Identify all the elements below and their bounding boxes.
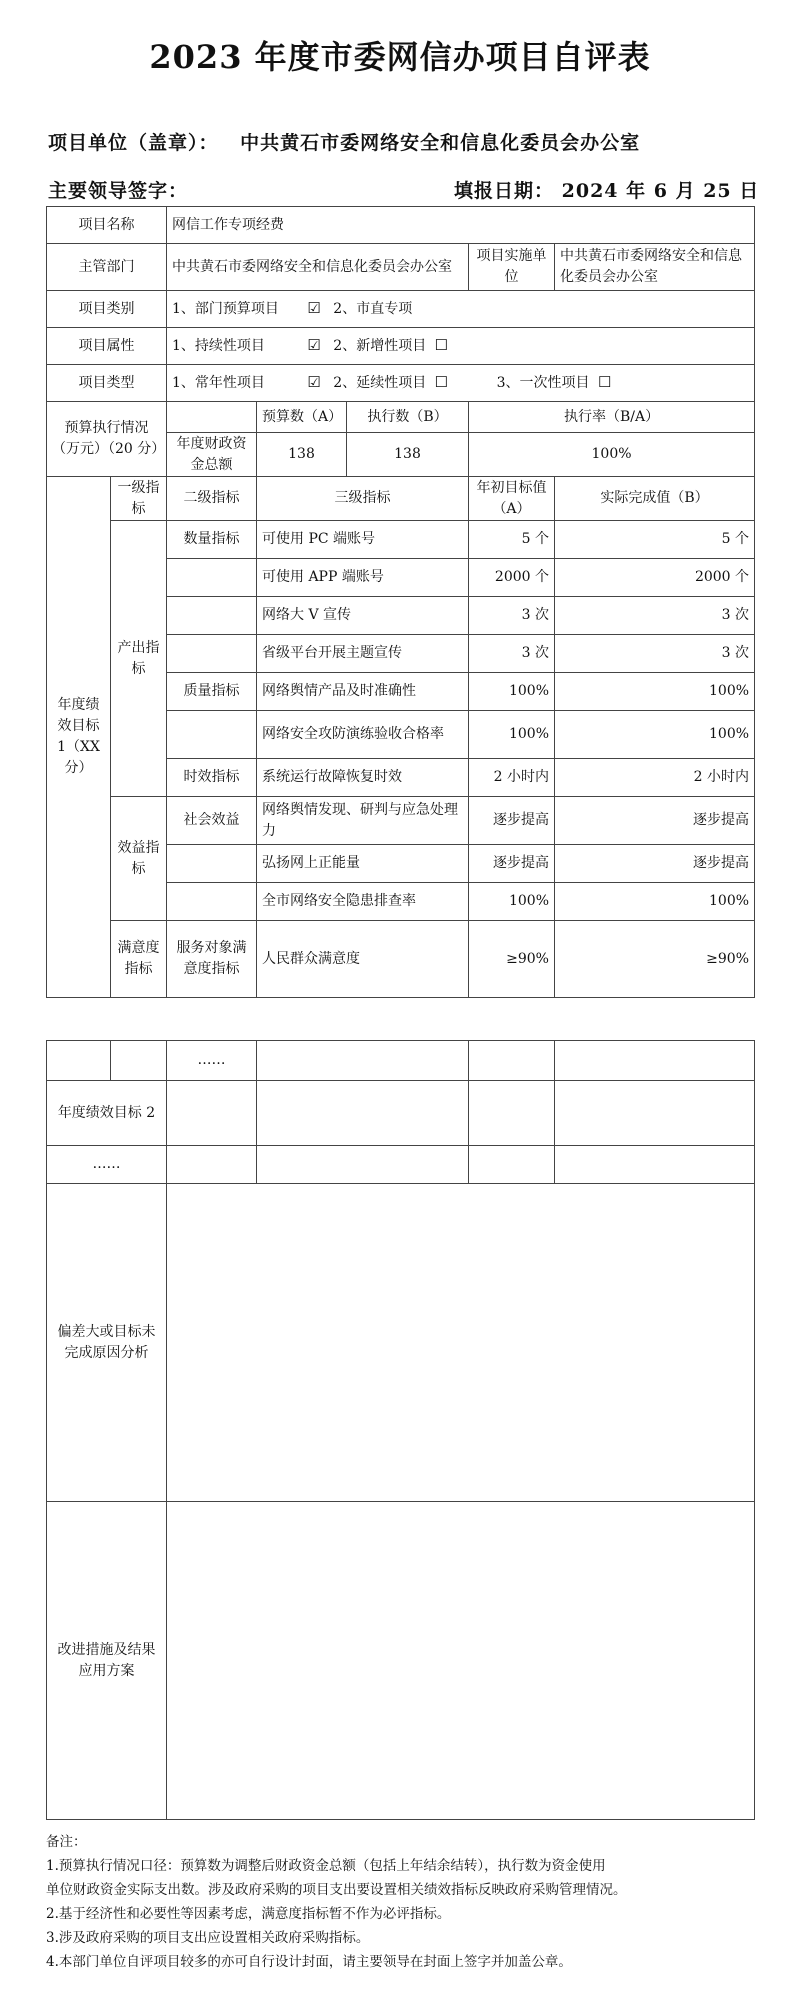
goals1-label: 年度绩效目标 1（XX 分） [47,477,111,998]
level3-cell: 人民群众满意度 [257,921,469,998]
target-cell: 100% [469,673,555,711]
checkbox-checked-icon[interactable]: ☑ [307,299,321,317]
project-unit-line [48,128,640,155]
actual-cell: 5 个 [555,521,755,559]
impl-unit-value: 中共黄石市委网络安全和信息化委员会办公室 [555,244,755,291]
actual-cell: 2 小时内 [555,759,755,797]
improvement-plan-label: 改进措施及结果应用方案 [47,1502,167,1820]
level1-header: 一级指标 [111,477,167,521]
checkbox-empty-icon[interactable]: ☐ [597,373,612,391]
category-label: 项目类别 [47,291,167,328]
checkbox-checked-icon[interactable]: ☑ [307,373,321,391]
level2-cell [167,845,257,883]
level3-cell: 可使用 APP 端账号 [257,559,469,597]
budget-col-b: 执行数（B） [347,402,469,433]
target-header: 年初目标值（A） [469,477,555,521]
fill-date-label: 填报日期： [454,180,555,202]
category-options [167,291,755,328]
actual-cell: 100% [555,711,755,759]
page-title: 2023 年度市委网信办项目自评表 [149,38,651,76]
notes-heading: 备注： [46,1834,87,1850]
budget-col-rate: 执行率（B/A） [469,402,755,433]
target-cell: 逐步提高 [469,797,555,845]
level3-cell: 网络舆情产品及时准确性 [257,673,469,711]
actual-cell: 逐步提高 [555,797,755,845]
level2-cell [167,635,257,673]
actual-cell: 逐步提高 [555,845,755,883]
level2-cell [167,597,257,635]
level3-header: 三级指标 [257,477,469,521]
self-evaluation-table [46,206,755,998]
checkbox-checked-icon[interactable]: ☑ [307,336,321,354]
type-opt3-label: 3、一次性项目 [496,375,590,391]
type-options [167,365,755,402]
actual-header: 实际完成值（B） [555,477,755,521]
budget-a-value: 138 [257,433,347,477]
notes-section [46,1830,754,1974]
note-line: 2.基于经济性和必要性等因素考虑，满意度指标暂不作为必评指标。 [46,1906,451,1922]
budget-label: 预算执行情况（万元）（20 分） [47,402,167,477]
attr-label: 项目属性 [47,328,167,365]
level2-cell: 社会效益 [167,797,257,845]
actual-cell: 3 次 [555,635,755,673]
level3-cell: 网络舆情发现、研判与应急处理力 [257,797,469,845]
target-cell: 5 个 [469,521,555,559]
goals2-table [46,1040,755,1820]
level1-benefit: 效益指标 [111,797,167,921]
level1-output: 产出指标 [111,521,167,797]
actual-cell: 2000 个 [555,559,755,597]
budget-b-value: 138 [347,433,469,477]
project-unit-value: 中共黄石市委网络安全和信息化委员会办公室 [240,132,641,154]
budget-row-label: 年度财政资金总额 [167,433,257,477]
target-cell: 100% [469,883,555,921]
level1-satisfaction: 满意度指标 [111,921,167,998]
target-cell: 3 次 [469,597,555,635]
attr-opt2-label: 2、新增性项目 [333,338,427,354]
level2-cell [167,711,257,759]
checkbox-empty-icon[interactable]: ☐ [434,373,449,391]
target-cell: ≥90% [469,921,555,998]
target-cell: 2 小时内 [469,759,555,797]
improvement-plan-content[interactable] [167,1502,755,1820]
checkbox-empty-icon[interactable]: ☐ [434,336,449,354]
project-name-value: 网信工作专项经费 [167,207,755,244]
note-line: 单位财政资金实际支出数。涉及政府采购的项目支出要设置相关绩效指标反映政府采购管理情况。 [46,1882,627,1898]
actual-cell: 100% [555,883,755,921]
dept-value: 中共黄石市委网络安全和信息化委员会办公室 [167,244,469,291]
level2-cell [167,559,257,597]
budget-col-a: 预算数（A） [257,402,347,433]
budget-blank-cell [167,402,257,433]
leader-signature-label: 主要领导签字： [48,180,189,202]
type-opt1-label: 1、常年性项目 [172,375,265,391]
project-unit-label: 项目单位（盖章）： [48,132,219,154]
goals2-ellipsis-row: …… [47,1146,167,1184]
category-opt1-label: 1、部门预算项目 [172,301,279,317]
attr-opt1-label: 1、持续性项目 [172,338,265,354]
category-opt2-label: 2、市直专项 [333,301,413,317]
impl-unit-label: 项目实施单位 [469,244,555,291]
level2-cell: 服务对象满意度指标 [167,921,257,998]
actual-cell: ≥90% [555,921,755,998]
level2-cell: 时效指标 [167,759,257,797]
note-line: 3.涉及政府采购的项目支出应设置相关政府采购指标。 [46,1930,370,1946]
deviation-analysis-label: 偏差大或目标未完成原因分析 [47,1184,167,1502]
actual-cell: 100% [555,673,755,711]
level3-cell: 省级平台开展主题宣传 [257,635,469,673]
fill-date-value: 2024 年 6 月 25 日 [561,180,760,202]
dept-label: 主管部门 [47,244,167,291]
target-cell: 3 次 [469,635,555,673]
level2-cell: 质量指标 [167,673,257,711]
deviation-analysis-content[interactable] [167,1184,755,1502]
level2-header: 二级指标 [167,477,257,521]
goals2-ellipsis-cell: …… [167,1041,257,1081]
level3-cell: 系统运行故障恢复时效 [257,759,469,797]
type-opt2-label: 2、延续性项目 [333,375,427,391]
project-name-label: 项目名称 [47,207,167,244]
level3-cell: 网络大 V 宣传 [257,597,469,635]
level3-cell: 可使用 PC 端账号 [257,521,469,559]
target-cell: 逐步提高 [469,845,555,883]
attr-options [167,328,755,365]
level2-cell [167,883,257,921]
level3-cell: 弘扬网上正能量 [257,845,469,883]
level3-cell: 全市网络安全隐患排查率 [257,883,469,921]
note-line: 1.预算执行情况口径：预算数为调整后财政资金总额（包括上年结余结转），执行数为资金使用 [46,1858,606,1874]
level2-cell: 数量指标 [167,521,257,559]
target-cell: 2000 个 [469,559,555,597]
type-label: 项目类型 [47,365,167,402]
fill-date-line [454,176,759,203]
budget-rate-value: 100% [469,433,755,477]
actual-cell: 3 次 [555,597,755,635]
note-line: 4.本部门单位自评项目较多的亦可自行设计封面，请主要领导在封面上签字并加盖公章。 [46,1954,572,1970]
level3-cell: 网络安全攻防演练验收合格率 [257,711,469,759]
goals2-label: 年度绩效目标 2 [47,1081,167,1146]
target-cell: 100% [469,711,555,759]
